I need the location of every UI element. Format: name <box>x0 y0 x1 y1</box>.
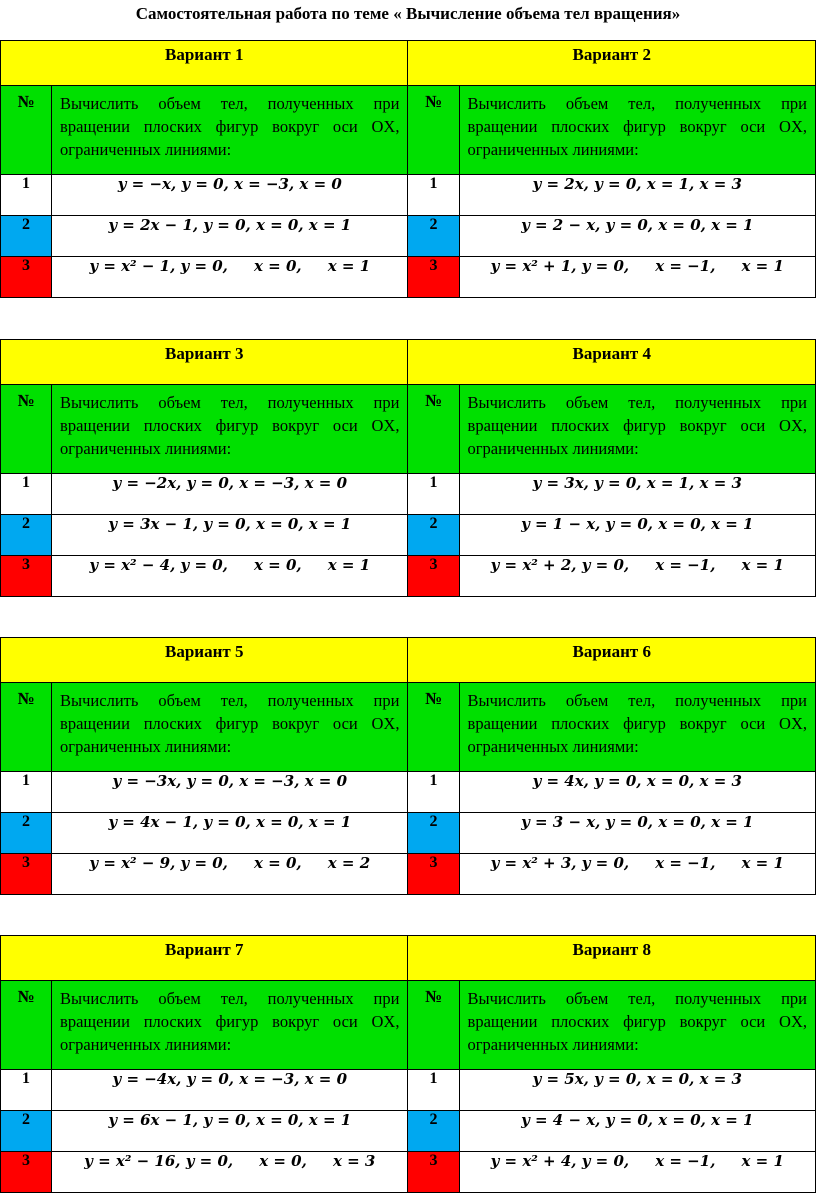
number-header: № <box>1 683 52 772</box>
task-number: 3 <box>1 854 52 895</box>
task-formula: y = 1 − x, y = 0, x = 0, x = 1 <box>459 515 815 556</box>
variant-title: Вариант 5 <box>1 638 408 683</box>
task-number: 2 <box>408 813 459 854</box>
task-number: 2 <box>1 1111 52 1152</box>
number-header: № <box>408 683 459 772</box>
task-formula: y = −4x, y = 0, x = −3, x = 0 <box>52 1070 408 1111</box>
task-formula: y = −x, y = 0, x = −3, x = 0 <box>52 175 408 216</box>
variant-title: Вариант 8 <box>408 936 816 981</box>
task-number: 2 <box>1 813 52 854</box>
task-formula: y = 2x − 1, y = 0, x = 0, x = 1 <box>52 216 408 257</box>
variants-table <box>0 637 816 895</box>
variants-table <box>0 339 816 597</box>
task-number: 2 <box>408 216 459 257</box>
number-header: № <box>1 981 52 1070</box>
task-formula: y = 2 − x, y = 0, x = 0, x = 1 <box>459 216 815 257</box>
task-formula: y = x² − 1, y = 0, x = 0, x = 1 <box>52 257 408 298</box>
task-formula: y = 5x, y = 0, x = 0, x = 3 <box>459 1070 815 1111</box>
number-header: № <box>1 86 52 175</box>
variant-title: Вариант 1 <box>1 41 408 86</box>
task-formula: y = 4x, y = 0, x = 0, x = 3 <box>459 772 815 813</box>
task-formula: y = 4x − 1, y = 0, x = 0, x = 1 <box>52 813 408 854</box>
task-formula: y = 3x, y = 0, x = 1, x = 3 <box>459 474 815 515</box>
page-title: Самостоятельная работа по теме « Вычисление объема тел вращения» <box>135 4 681 23</box>
task-formula: y = x² − 16, y = 0, x = 0, x = 3 <box>52 1152 408 1193</box>
task-formula: y = x² − 4, y = 0, x = 0, x = 1 <box>52 556 408 597</box>
task-formula: y = x² + 2, y = 0, x = −1, x = 1 <box>459 556 815 597</box>
task-number: 1 <box>1 772 52 813</box>
task-number: 2 <box>1 216 52 257</box>
task-number: 3 <box>408 257 459 298</box>
variant-title: Вариант 6 <box>408 638 816 683</box>
task-number: 3 <box>1 1152 52 1193</box>
variant-title: Вариант 4 <box>408 340 816 385</box>
number-header: № <box>408 385 459 474</box>
task-number: 3 <box>408 854 459 895</box>
task-formula: y = −2x, y = 0, x = −3, x = 0 <box>52 474 408 515</box>
instruction-text: Вычислить объем тел, полученных при вращении плоских фигур вокруг оси OX, ограниченных линиями: <box>52 86 408 175</box>
instruction-text: Вычислить объем тел, полученных при вращении плоских фигур вокруг оси OX, ограниченных линиями: <box>459 86 815 175</box>
task-formula: y = 2x, y = 0, x = 1, x = 3 <box>459 175 815 216</box>
instruction-text: Вычислить объем тел, полученных при вращении плоских фигур вокруг оси OX, ограниченных линиями: <box>459 981 815 1070</box>
task-formula: y = 3 − x, y = 0, x = 0, x = 1 <box>459 813 815 854</box>
task-formula: y = x² + 1, y = 0, x = −1, x = 1 <box>459 257 815 298</box>
task-number: 1 <box>408 474 459 515</box>
variant-title: Вариант 7 <box>1 936 408 981</box>
variant-title: Вариант 3 <box>1 340 408 385</box>
instruction-text: Вычислить объем тел, полученных при вращении плоских фигур вокруг оси OX, ограниченных линиями: <box>52 981 408 1070</box>
instruction-text: Вычислить объем тел, полученных при вращении плоских фигур вокруг оси OX, ограниченных линиями: <box>52 385 408 474</box>
variants-table <box>0 40 816 298</box>
task-number: 1 <box>1 175 52 216</box>
instruction-text: Вычислить объем тел, полученных при вращении плоских фигур вокруг оси OX, ограниченных линиями: <box>459 683 815 772</box>
task-formula: y = 3x − 1, y = 0, x = 0, x = 1 <box>52 515 408 556</box>
task-number: 1 <box>408 1070 459 1111</box>
task-number: 3 <box>1 257 52 298</box>
task-number: 2 <box>408 515 459 556</box>
task-formula: y = −3x, y = 0, x = −3, x = 0 <box>52 772 408 813</box>
task-number: 2 <box>408 1111 459 1152</box>
task-number: 1 <box>1 474 52 515</box>
task-formula: y = 6x − 1, y = 0, x = 0, x = 1 <box>52 1111 408 1152</box>
task-number: 1 <box>408 175 459 216</box>
task-number: 1 <box>408 772 459 813</box>
task-formula: y = x² + 3, y = 0, x = −1, x = 1 <box>459 854 815 895</box>
instruction-text: Вычислить объем тел, полученных при вращении плоских фигур вокруг оси OX, ограниченных линиями: <box>459 385 815 474</box>
task-number: 1 <box>1 1070 52 1111</box>
task-formula: y = 4 − x, y = 0, x = 0, x = 1 <box>459 1111 815 1152</box>
number-header: № <box>1 385 52 474</box>
instruction-text: Вычислить объем тел, полученных при вращении плоских фигур вокруг оси OX, ограниченных линиями: <box>52 683 408 772</box>
variant-title: Вариант 2 <box>408 41 816 86</box>
variants-table <box>0 935 816 1193</box>
task-formula: y = x² − 9, y = 0, x = 0, x = 2 <box>52 854 408 895</box>
task-number: 3 <box>408 1152 459 1193</box>
task-formula: y = x² + 4, y = 0, x = −1, x = 1 <box>459 1152 815 1193</box>
task-number: 3 <box>1 556 52 597</box>
task-number: 2 <box>1 515 52 556</box>
task-number: 3 <box>408 556 459 597</box>
number-header: № <box>408 86 459 175</box>
number-header: № <box>408 981 459 1070</box>
